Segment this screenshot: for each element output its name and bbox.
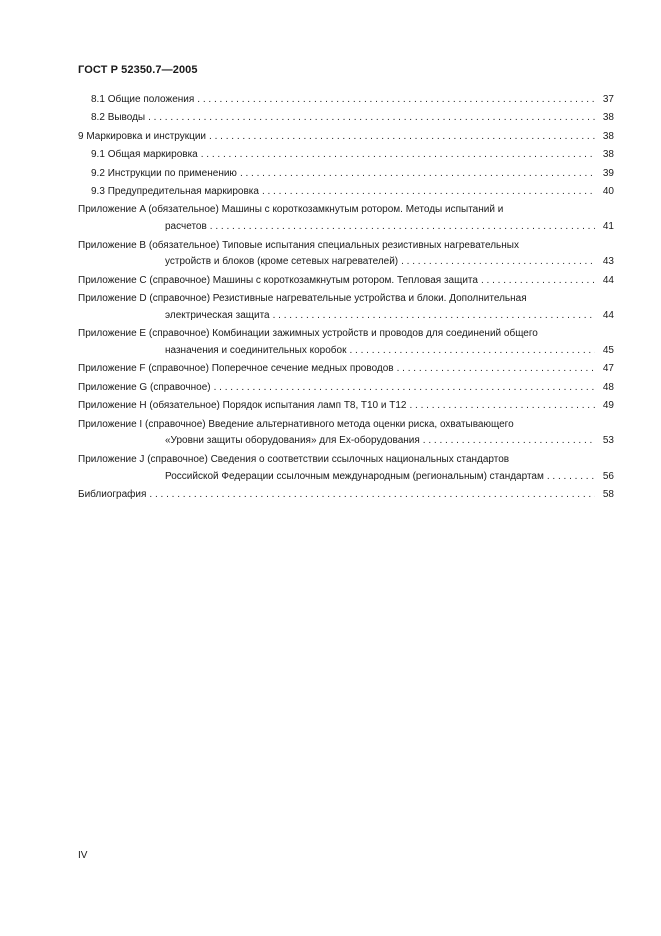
dot-leader [262,184,595,201]
toc-entry-appendix-j[interactable] [78,452,614,486]
toc-page-number: 44 [602,274,614,286]
dot-leader [197,92,595,109]
dot-leader [149,487,595,504]
document-header: ГОСТ Р 52350.7—2005 [78,64,198,76]
dot-leader [273,308,595,325]
toc-entry-appendix-f[interactable] [78,361,614,378]
toc-entry-title: Приложение G (справочное) [78,381,211,393]
toc-entry-appendix-e[interactable] [78,326,614,360]
toc-entry-title: Приложение D (справочное) Резистивные нагревательные устройства и блоки. Дополнительная [78,293,527,305]
toc-entry-title: Приложение E (справочное) Комбинации зажимных устройств и проводов для соединений общего [78,328,538,340]
toc-entry-title: Приложение H (обязательное) Порядок испытания ламп T8, T10 и T12 [78,400,407,412]
toc-entry-number: 9.3 [91,185,105,197]
toc-entry-title: Инструкции по применению [107,167,237,179]
toc-entry-title: Общие положения [107,94,195,105]
dot-leader [201,147,595,164]
dot-leader [209,129,595,146]
toc-entry-title-cont: Российской Федерации ссылочным международным (региональным) стандартам [165,470,544,482]
toc-entry-number: 9 [78,130,84,142]
toc-entry-title-cont: устройств и блоков (кроме сетевых нагревателей) [165,256,399,268]
toc-entry-title-cont: электрическая защита [165,309,270,321]
toc-entry-appendix-a[interactable] [78,202,614,236]
dot-leader [481,273,595,290]
toc-page-number: 53 [602,435,614,447]
toc-entry-title: Приложение A (обязательное) Машины с короткозамкнутым ротором. Методы испытаний и [78,204,504,216]
toc-entry-title: Библиография [78,489,147,501]
toc-page-number: 43 [602,256,614,268]
dot-leader [214,380,595,397]
toc-page-number: 38 [602,112,614,124]
toc-entry-title: Общая маркировка [107,149,198,161]
toc-entry-8-1[interactable] [78,92,614,109]
page-number-footer: IV [78,850,88,861]
toc-entry-title: Маркировка и инструкции [86,130,207,142]
toc-entry-number: 9.1 [91,149,105,161]
toc-entry-appendix-d[interactable] [78,291,614,325]
toc-entry-title: Приложение B (обязательное) Типовые испытания специальных резистивных нагревательных [78,239,519,251]
toc-page-number: 44 [602,309,614,321]
toc-entry-9-3[interactable] [78,184,614,201]
toc-page-number: 49 [602,400,614,412]
toc-page-number: 38 [602,149,614,161]
table-of-contents [78,92,614,504]
toc-page-number: 39 [602,167,614,179]
toc-page-number: 38 [602,130,614,142]
toc-entry-title: Приложение C (справочное) Машины с короткозамкнутым ротором. Тепловая защита [78,274,478,286]
dot-leader [547,469,595,486]
toc-entry-9[interactable] [78,129,614,146]
toc-page-number: 47 [602,363,614,375]
toc-page-number: 56 [602,470,614,482]
toc-entry-appendix-b[interactable] [78,238,614,272]
toc-entry-title: Приложение F (справочное) Поперечное сечение медных проводов [78,363,394,375]
toc-entry-number: 9.2 [91,167,105,179]
toc-page-number: 41 [602,221,614,233]
dot-leader [397,361,595,378]
toc-entry-title: Приложение I (справочное) Введение альтернативного метода оценки риска, охватывающего [78,418,514,430]
toc-page-number: 48 [602,381,614,393]
toc-entry-appendix-i[interactable] [78,417,614,451]
toc-page-number: 58 [602,489,614,501]
toc-entry-title: Приложение J (справочное) Сведения о соответствии ссылочных национальных стандартов [78,453,510,465]
toc-page-number: 37 [602,94,614,105]
dot-leader [148,110,595,127]
toc-entry-appendix-c[interactable] [78,273,614,290]
toc-entry-title: Выводы [107,112,146,124]
toc-page-number: 45 [602,345,614,357]
toc-entry-8-2[interactable] [78,110,614,127]
toc-entry-appendix-g[interactable] [78,380,614,397]
toc-entry-number: 8.1 [91,94,105,105]
dot-leader [210,219,595,236]
toc-page-number: 40 [602,185,614,197]
dot-leader [423,433,595,450]
toc-entry-bibliography[interactable] [78,487,614,504]
toc-entry-9-2[interactable] [78,166,614,183]
dot-leader [349,343,595,360]
toc-entry-number: 8.2 [91,112,105,124]
toc-entry-title-cont: «Уровни защиты оборудования» для Ex-оборудования [165,435,420,447]
toc-entry-9-1[interactable] [78,147,614,164]
toc-entry-title-cont: расчетов [165,221,207,233]
toc-entry-appendix-h[interactable] [78,398,614,415]
toc-entry-title: Предупредительная маркировка [107,185,259,197]
dot-leader [401,254,595,271]
dot-leader [240,166,595,183]
toc-entry-title-cont: назначения и соединительных коробок [165,345,347,357]
dot-leader [409,398,595,415]
